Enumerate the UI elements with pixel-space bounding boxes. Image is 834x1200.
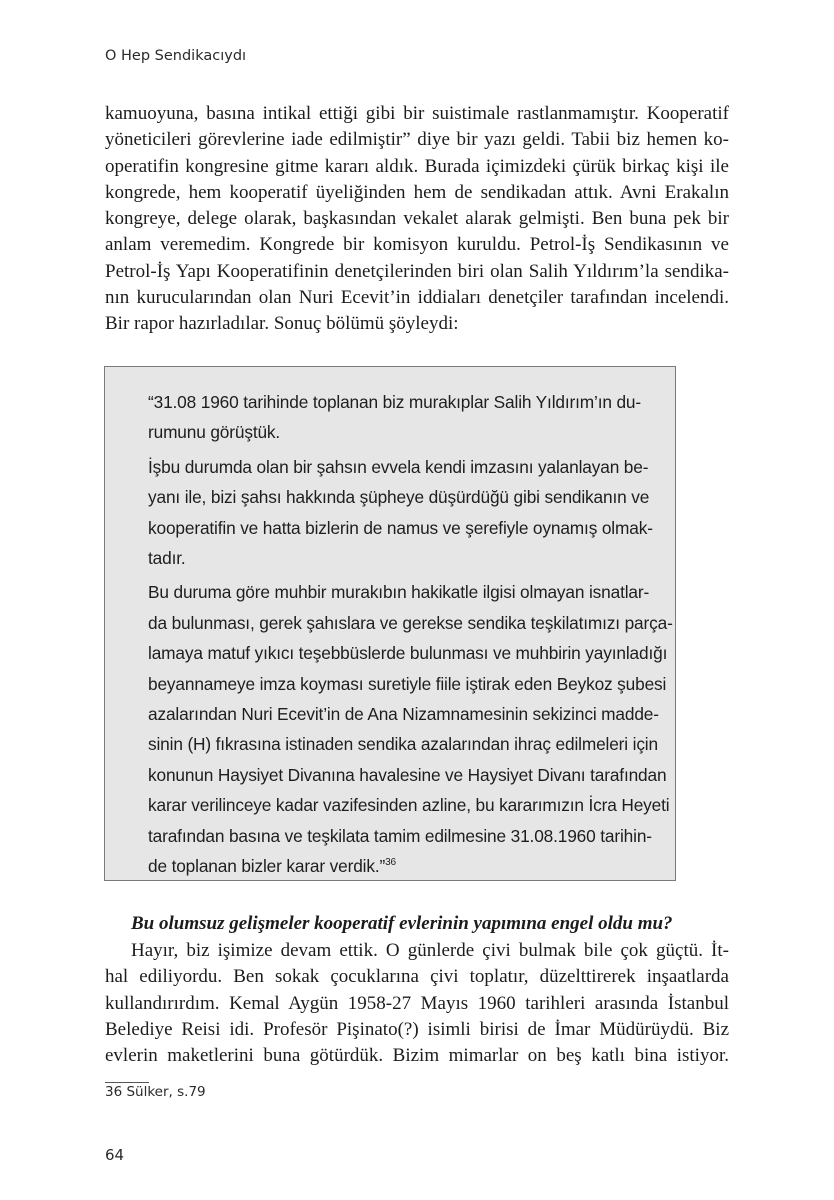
quotation-box <box>104 366 676 881</box>
interview-question: Bu olumsuz gelişmeler kooperatif evlerinin yapımına engel oldu mu? <box>131 913 673 934</box>
text-line: Belediye Reisi idi. Profesör Pişinato(?) isimli birisi de İmar Müdürüydü. Biz <box>105 1018 729 1040</box>
text-line: hal ediliyordu. Ben sokak çocuklarına çivi toplatır, düzelttirerek inşaatlarda <box>105 966 729 988</box>
text-line: yöneticileri görevlerine iade edilmiştir” diye bir yazı geldi. Tabii biz hemen ko- <box>105 129 729 151</box>
quote-line: İşbu durumda olan bir şahsın evvela kendi imzasını yalanlayan be- <box>148 456 649 477</box>
quote-line: rumunu görüştük. <box>148 422 281 443</box>
text-line: Petrol-İş Yapı Kooperatifinin denetçilerinden biri olan Salih Yıldırım’la sendika- <box>105 260 729 282</box>
quote-line: tarafından basına ve teşkilata tamim edilmesine 31.08.1960 tarihin- <box>148 825 652 846</box>
page-number: 64 <box>105 1146 125 1164</box>
footnote-divider <box>105 1082 149 1083</box>
running-head: O Hep Sendikacıydı <box>105 48 247 64</box>
text-line: kullandırırdım. Kemal Aygün 1958-27 Mayıs 1960 tarihleri arasında İstanbul <box>105 992 729 1014</box>
text-line: kongrede, hem kooperatif üyeliğinden hem de sendikadan attık. Avni Erakalın <box>105 181 729 203</box>
quote-line: yanı ile, bizi şahsı hakkında şüpheye düşürdüğü gibi sendikanın ve <box>148 487 650 508</box>
quote-line: azalarından Nuri Ecevit’in de Ana Nizamnamesinin sekizinci madde- <box>148 704 659 725</box>
quote-line: da bulunması, gerek şahıslara ve gerekse sendika teşkilatımızı parça- <box>148 612 673 633</box>
text-line: kamuoyuna, basına intikal ettiği gibi bir suistimale rastlanmamıştır. Kooperatif <box>105 103 729 124</box>
quote-line: karar verilinceye kadar vazifesinden azline, bu kararımızın İcra Heyeti <box>148 795 670 816</box>
quotation-text <box>148 387 673 882</box>
quote-line: beyannameye imza koyması suretiyle fiile iştirak eden Beykoz şubesi <box>148 673 667 694</box>
quote-line: Bu duruma göre muhbir murakıbın hakikatle ilgisi olmayan isnatlar- <box>148 582 650 603</box>
quote-line: sinin (H) fıkrasına istinaden sendika azalarından ihraç edilmeleri için <box>148 734 658 755</box>
quote-closing-text: de toplanan bizler karar verdik.” <box>148 856 386 877</box>
quote-paragraph <box>148 387 641 448</box>
footnote-reference: 36 <box>385 857 396 869</box>
text-line: Hayır, biz işimize devam ettik. O günlerde çivi bulmak bile çok güçtü. İt- <box>131 940 729 961</box>
quote-line: lamaya matuf yıkıcı teşebbüslerde bulunması ve muhbirin yayınladığı <box>148 643 668 664</box>
quote-line: kooperatifin ve hatta bizlerin de namus ve şerefiyle oynamış olmak- <box>148 517 653 538</box>
answer-paragraph <box>105 938 729 1069</box>
quote-paragraph <box>148 452 653 574</box>
quote-line <box>148 851 632 881</box>
quote-line: “31.08 1960 tarihinde toplanan biz murakıplar Salih Yıldırım’ın du- <box>148 392 641 412</box>
text-line: anlam veremedim. Kongrede bir komisyon kuruldu. Petrol-İş Sendikasının ve <box>105 234 729 256</box>
quote-line: tadır. <box>148 548 186 569</box>
text-line: evlerin maketlerini buna götürdük. Bizim mimarlar on beş katlı bina istiyor. <box>105 1045 729 1067</box>
text-line: nın kurucularından olan Nuri Ecevit’in iddiaları denetçiler tarafından incelendi. <box>105 287 729 309</box>
quote-paragraph <box>148 577 673 881</box>
text-line: Bir rapor hazırladılar. Sonuç bölümü şöyleydi: <box>105 313 459 335</box>
quote-line: konunun Haysiyet Divanına havalesine ve Haysiyet Divanı tarafından <box>148 764 667 785</box>
footnote: 36 Sülker, s.79 <box>105 1084 206 1100</box>
text-line: kongreye, delege olarak, başkasından vekalet alarak gelmişti. Ben buna pek bir <box>105 208 729 230</box>
intro-paragraph <box>105 101 729 338</box>
text-line: operatifin kongresine gitme kararı aldık. Burada içimizdeki çürük birkaç kişi ile <box>105 155 729 177</box>
